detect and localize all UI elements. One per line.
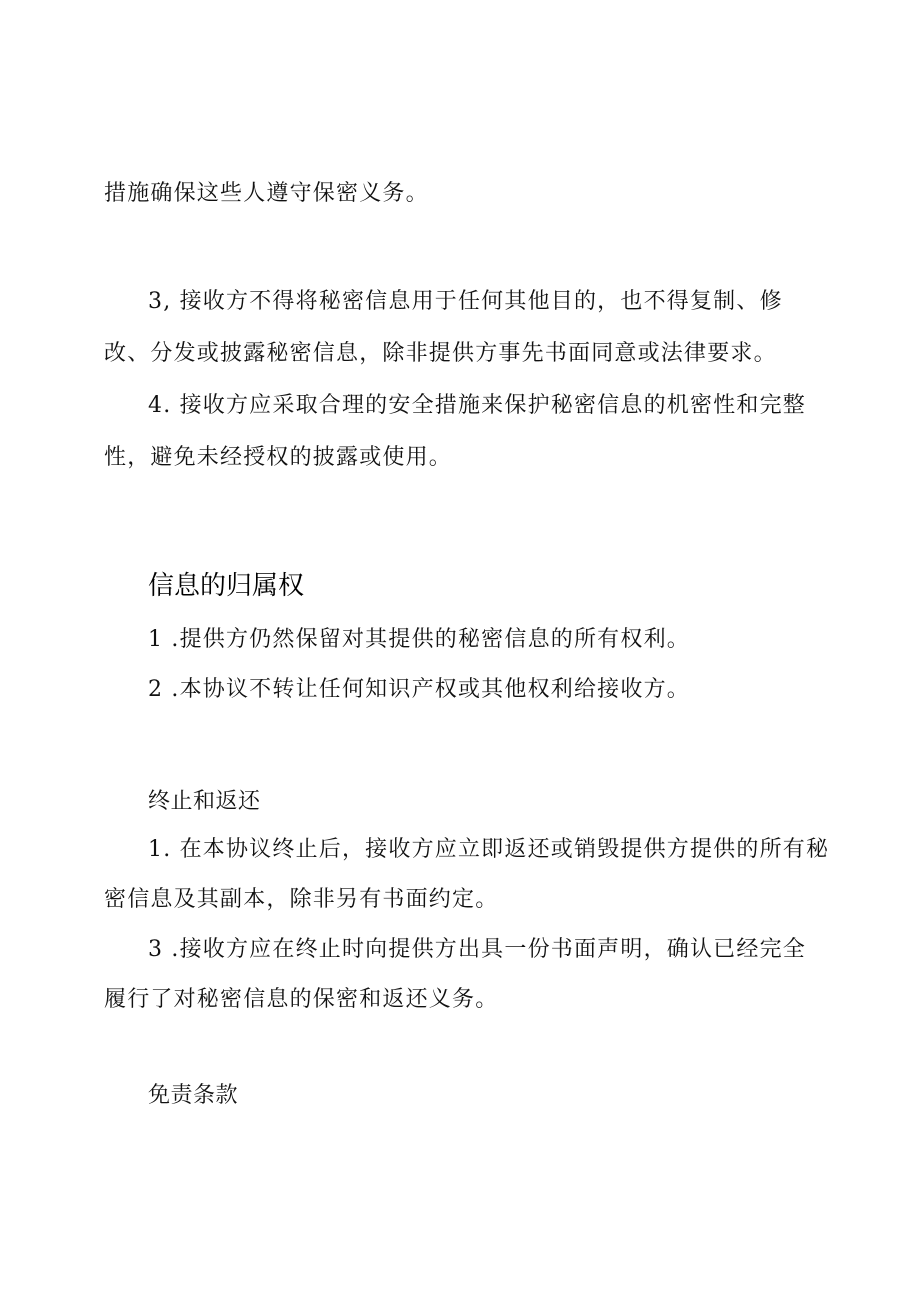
section-title-disclaimer: 免责条款 xyxy=(148,1083,239,1108)
clause-3-line-2: 改、分发或披露秘密信息，除非提供方事先书面同意或法律要求。 xyxy=(104,341,777,366)
termination-item-1-line-2: 密信息及其副本，除非另有书面约定。 xyxy=(104,887,499,912)
clause-3-line-1: 3, 接收方不得将秘密信息用于任何其他目的，也不得复制、修 xyxy=(148,289,783,314)
clause-4-line-1: 4. 接收方应采取合理的安全措施来保护秘密信息的机密性和完整 xyxy=(148,393,806,418)
section-title-termination: 终止和返还 xyxy=(148,789,261,814)
termination-item-1-line-1: 1. 在本协议终止后，接收方应立即返还或销毁提供方提供的所有秘 xyxy=(148,837,830,862)
section-title-ownership: 信息的归属权 xyxy=(148,571,305,601)
ownership-item-1: 1 .提供方仍然保留对其提供的秘密信息的所有权利。 xyxy=(148,627,690,652)
clause-4-line-2: 性，避免未经授权的披露或使用。 xyxy=(104,445,453,470)
termination-item-3-line-1: 3 .接收方应在终止时向提供方出具一份书面声明，确认已经完全 xyxy=(148,937,806,962)
ownership-item-2: 2 .本协议不转让任何知识产权或其他权利给接收方。 xyxy=(148,677,690,702)
paragraph-line: 措施确保这些人遵守保密义务。 xyxy=(104,181,429,206)
termination-item-3-line-2: 履行了对秘密信息的保密和返还义务。 xyxy=(104,987,499,1012)
